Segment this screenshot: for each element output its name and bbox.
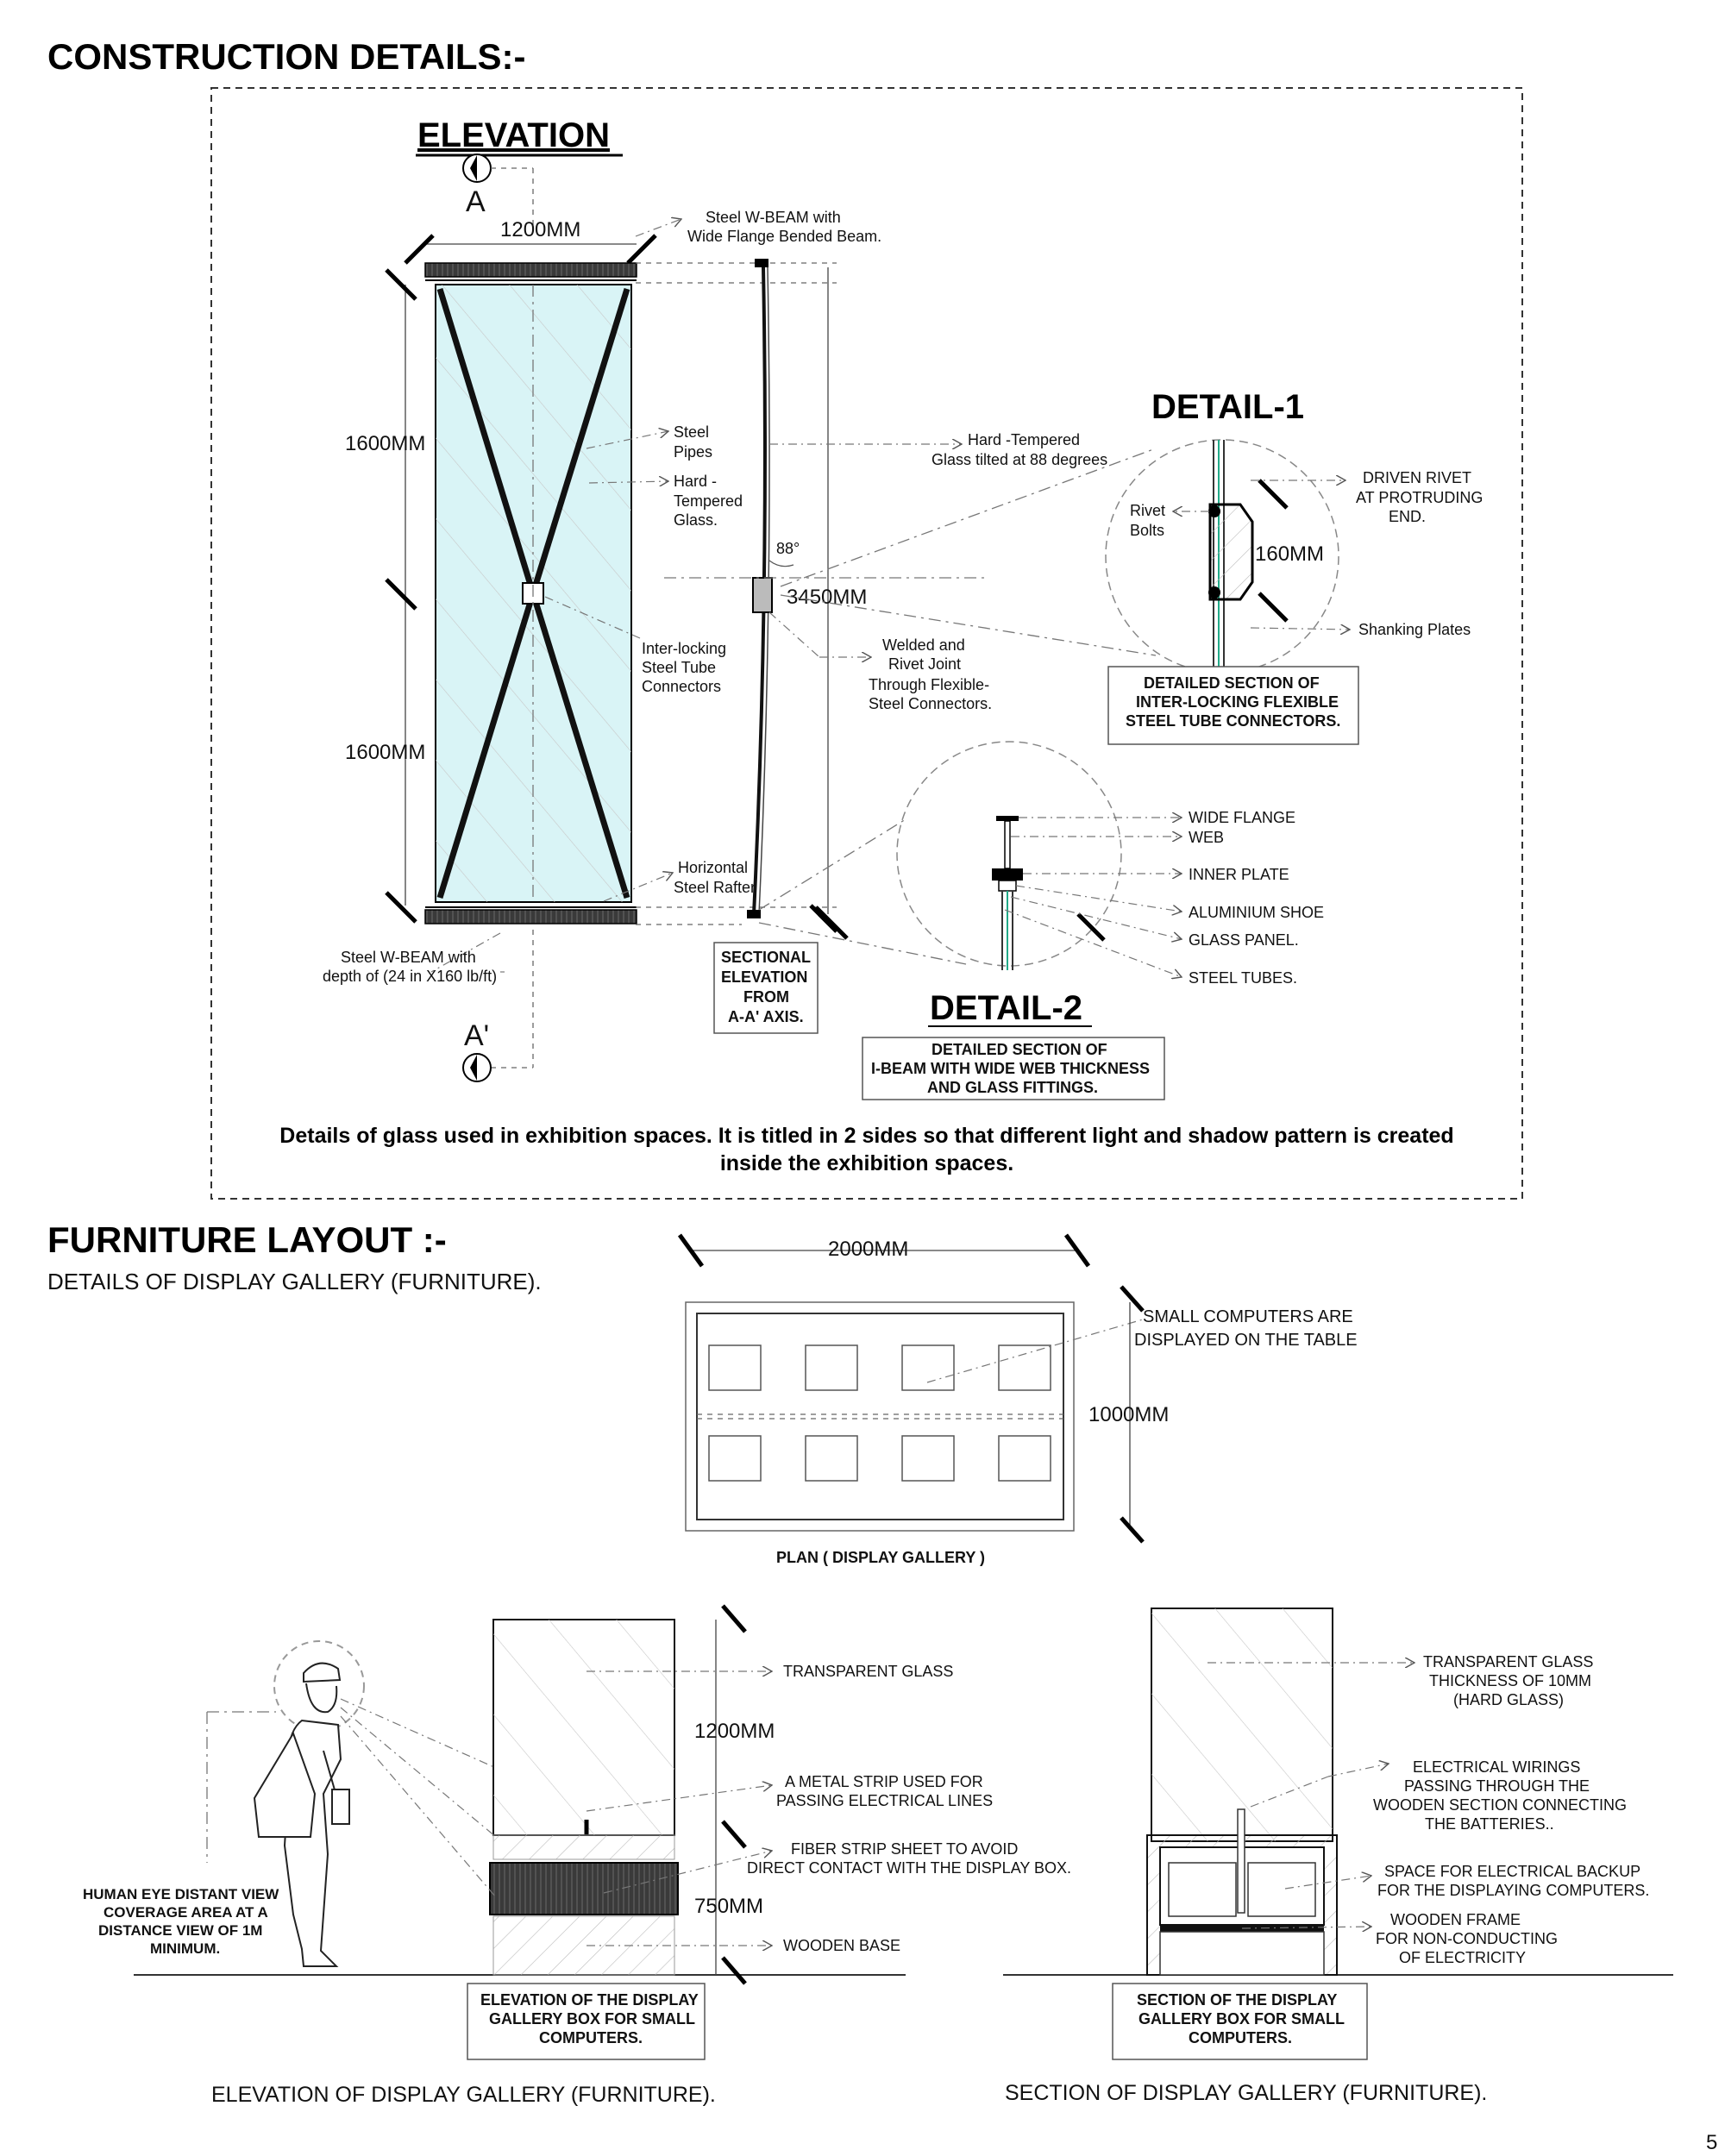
- detail2-label: WIDE FLANGE: [1189, 809, 1296, 826]
- dim-width: 1200MM: [500, 218, 581, 241]
- computer-screen: [999, 1345, 1051, 1390]
- detail2-label: GLASS PANEL.: [1189, 931, 1299, 949]
- furn-sec-box-1: SECTION OF THE DISPLAY: [1137, 1991, 1338, 2009]
- sec-label-space-2: FOR THE DISPLAYING COMPUTERS.: [1377, 1882, 1650, 1899]
- sec-label-frame-1: WOODEN FRAME: [1390, 1911, 1521, 1928]
- sectional-box-4: A-A' AXIS.: [728, 1008, 804, 1025]
- furniture-title: FURNITURE LAYOUT :-: [47, 1219, 447, 1260]
- label-pipes-1: Steel: [674, 423, 710, 441]
- elevation-title: ELEVATION: [417, 116, 610, 154]
- furn-elev-box-1: ELEVATION OF THE DISPLAY: [480, 1991, 699, 2009]
- label-pipes-2: Pipes: [674, 443, 713, 461]
- computer-screen: [806, 1436, 857, 1481]
- sec-label-space-1: SPACE FOR ELECTRICAL BACKUP: [1384, 1863, 1641, 1880]
- plan-dim-depth: 1000MM: [1088, 1403, 1170, 1426]
- furniture-elevation: [83, 1606, 1071, 2107]
- sectional-box-2: ELEVATION: [721, 968, 808, 986]
- eye-label-2: COVERAGE AREA AT A: [104, 1904, 268, 1921]
- label-beam-bottom-1: Steel W-BEAM with: [341, 949, 476, 966]
- sec-label-wire-4: THE BATTERIES..: [1425, 1815, 1554, 1833]
- dim-upper: 1600MM: [345, 432, 426, 455]
- detail2-box-1: DETAILED SECTION OF: [932, 1041, 1107, 1058]
- computer-screen: [902, 1345, 954, 1390]
- caption-line-1: Details of glass used in exhibition spaces. It is titled in 2 sides so that different light and shadow pattern is created: [279, 1124, 1454, 1148]
- eye-label-4: MINIMUM.: [150, 1940, 221, 1957]
- furn-label-strip-2: PASSING ELECTRICAL LINES: [776, 1792, 994, 1809]
- plan-label-1: SMALL COMPUTERS ARE: [1143, 1307, 1353, 1326]
- eye-label-3: DISTANCE VIEW OF 1M: [98, 1922, 263, 1939]
- sectional-box-1: SECTIONAL: [721, 949, 812, 966]
- dim-total: 3450MM: [787, 586, 868, 609]
- furniture-subtitle: DETAILS OF DISPLAY GALLERY (FURNITURE).: [47, 1269, 542, 1294]
- plan-display-gallery: [680, 1235, 1358, 1566]
- label-weld-2: Rivet Joint: [888, 655, 962, 673]
- furn-label-base: WOODEN BASE: [783, 1937, 901, 1954]
- battery-compartment: [1169, 1863, 1236, 1916]
- furn-elev-box-3: COMPUTERS.: [539, 2029, 643, 2046]
- fiber-strip: [490, 1863, 678, 1915]
- bottom-beam: [425, 910, 637, 924]
- plan-dim-width: 2000MM: [828, 1238, 909, 1261]
- sec-label-glass-3: (HARD GLASS): [1453, 1691, 1565, 1708]
- computer-screen: [806, 1345, 857, 1390]
- plan-title: PLAN ( DISPLAY GALLERY ): [776, 1549, 986, 1566]
- furn-label-fiber-2: DIRECT CONTACT WITH THE DISPLAY BOX.: [747, 1859, 1072, 1877]
- furn-label-glass: TRANSPARENT GLASS: [783, 1663, 954, 1680]
- furn-section-footer: SECTION OF DISPLAY GALLERY (FURNITURE).: [1005, 2081, 1488, 2105]
- label-rivet-1: Rivet: [1130, 502, 1166, 519]
- label-glass-3: Glass.: [674, 511, 718, 529]
- label-connectors-3: Connectors: [642, 678, 722, 695]
- label-rafter-2: Steel Rafter: [674, 879, 756, 896]
- axis-label-top: A: [466, 185, 486, 218]
- furn-dim-glass: 1200MM: [694, 1720, 775, 1743]
- sectional-box-3: FROM: [743, 988, 789, 1006]
- label-beam-bottom-2: depth of (24 in X160 lb/ft): [323, 968, 498, 985]
- label-connectors-1: Inter-locking: [642, 640, 727, 657]
- sec-label-glass-2: THICKNESS OF 10MM: [1429, 1672, 1592, 1689]
- sec-label-wire-3: WOODEN SECTION CONNECTING: [1373, 1796, 1628, 1814]
- detail2-box-3: AND GLASS FITTINGS.: [927, 1079, 1098, 1096]
- detail1-dim: 160MM: [1255, 542, 1325, 566]
- detail1-box-1: DETAILED SECTION OF: [1144, 674, 1320, 692]
- construction-frame: [211, 88, 1522, 1199]
- sec-label-wire-2: PASSING THROUGH THE: [1404, 1777, 1590, 1795]
- detail2-label: INNER PLATE: [1189, 866, 1289, 883]
- top-beam: [425, 263, 637, 277]
- battery-compartment: [1248, 1863, 1315, 1916]
- detail2-box-2: I-BEAM WITH WIDE WEB THICKNESS: [871, 1060, 1150, 1077]
- furn-sec-box-2: GALLERY BOX FOR SMALL: [1138, 2010, 1346, 2028]
- label-driven-2: AT PROTRUDING: [1356, 489, 1484, 506]
- tilt-connector: [753, 578, 772, 612]
- computer-screen: [709, 1345, 761, 1390]
- page-number: 5: [1706, 2131, 1718, 2154]
- angle-label: 88°: [776, 540, 800, 557]
- label-glass-2: Tempered: [674, 492, 743, 510]
- label-tilt-2: Glass tilted at 88 degrees: [932, 451, 1108, 468]
- computer-screen: [709, 1436, 761, 1481]
- label-beam-top-2: Wide Flange Bended Beam.: [687, 228, 882, 245]
- detail1-title: DETAIL-1: [1151, 388, 1305, 426]
- furn-elev-box-2: GALLERY BOX FOR SMALL: [489, 2010, 696, 2028]
- label-weld-4: Steel Connectors.: [869, 695, 993, 712]
- furn-label-strip-1: A METAL STRIP USED FOR: [785, 1773, 983, 1790]
- detail2-label: STEEL TUBES.: [1189, 969, 1298, 987]
- caption-line-2: inside the exhibition spaces.: [719, 1151, 1014, 1175]
- detail-2: [759, 742, 1121, 970]
- plan-label-2: DISPLAYED ON THE TABLE: [1134, 1331, 1358, 1350]
- label-rivet-2: Bolts: [1130, 522, 1165, 539]
- label-connectors-2: Steel Tube: [642, 659, 717, 676]
- detail2-label: ALUMINIUM SHOE: [1189, 904, 1325, 921]
- sec-label-frame-2: FOR NON-CONDUCTING: [1376, 1930, 1558, 1947]
- sec-label-glass-1: TRANSPARENT GLASS: [1423, 1653, 1594, 1670]
- detail2-label: WEB: [1189, 829, 1225, 846]
- computer-screen: [999, 1436, 1051, 1481]
- axis-label-bottom: A': [464, 1019, 490, 1052]
- furn-elevation-footer: ELEVATION OF DISPLAY GALLERY (FURNITURE).: [211, 2083, 716, 2107]
- label-tilt-1: Hard -Tempered: [968, 431, 1081, 448]
- sec-label-frame-3: OF ELECTRICITY: [1399, 1949, 1527, 1966]
- computer-screen: [902, 1436, 954, 1481]
- construction-title: CONSTRUCTION DETAILS:-: [47, 36, 526, 77]
- eye-label-1: HUMAN EYE DISTANT VIEW: [83, 1886, 279, 1902]
- label-driven-1: DRIVEN RIVET: [1363, 469, 1472, 486]
- label-rafter-1: Horizontal: [678, 859, 749, 876]
- furn-dim-base: 750MM: [694, 1895, 764, 1918]
- sec-label-wire-1: ELECTRICAL WIRINGS: [1413, 1758, 1581, 1776]
- detail2-labels: [862, 809, 1324, 1100]
- label-shank: Shanking Plates: [1358, 621, 1471, 638]
- furn-sec-box-3: COMPUTERS.: [1189, 2029, 1293, 2046]
- detail1-box-2: INTER-LOCKING FLEXIBLE: [1136, 693, 1339, 711]
- label-beam-top-1: Steel W-BEAM with: [706, 209, 841, 226]
- detail1-box-3: STEEL TUBE CONNECTORS.: [1126, 712, 1341, 730]
- label-driven-3: END.: [1389, 508, 1427, 525]
- label-weld-3: Through Flexible-: [869, 676, 990, 693]
- dim-lower: 1600MM: [345, 741, 426, 764]
- detail2-title: DETAIL-2: [930, 989, 1083, 1027]
- furn-label-fiber-1: FIBER STRIP SHEET TO AVOID: [791, 1840, 1019, 1858]
- label-weld-1: Welded and: [882, 636, 965, 654]
- label-glass-1: Hard -: [674, 473, 718, 490]
- furniture-section: [1003, 1608, 1673, 2105]
